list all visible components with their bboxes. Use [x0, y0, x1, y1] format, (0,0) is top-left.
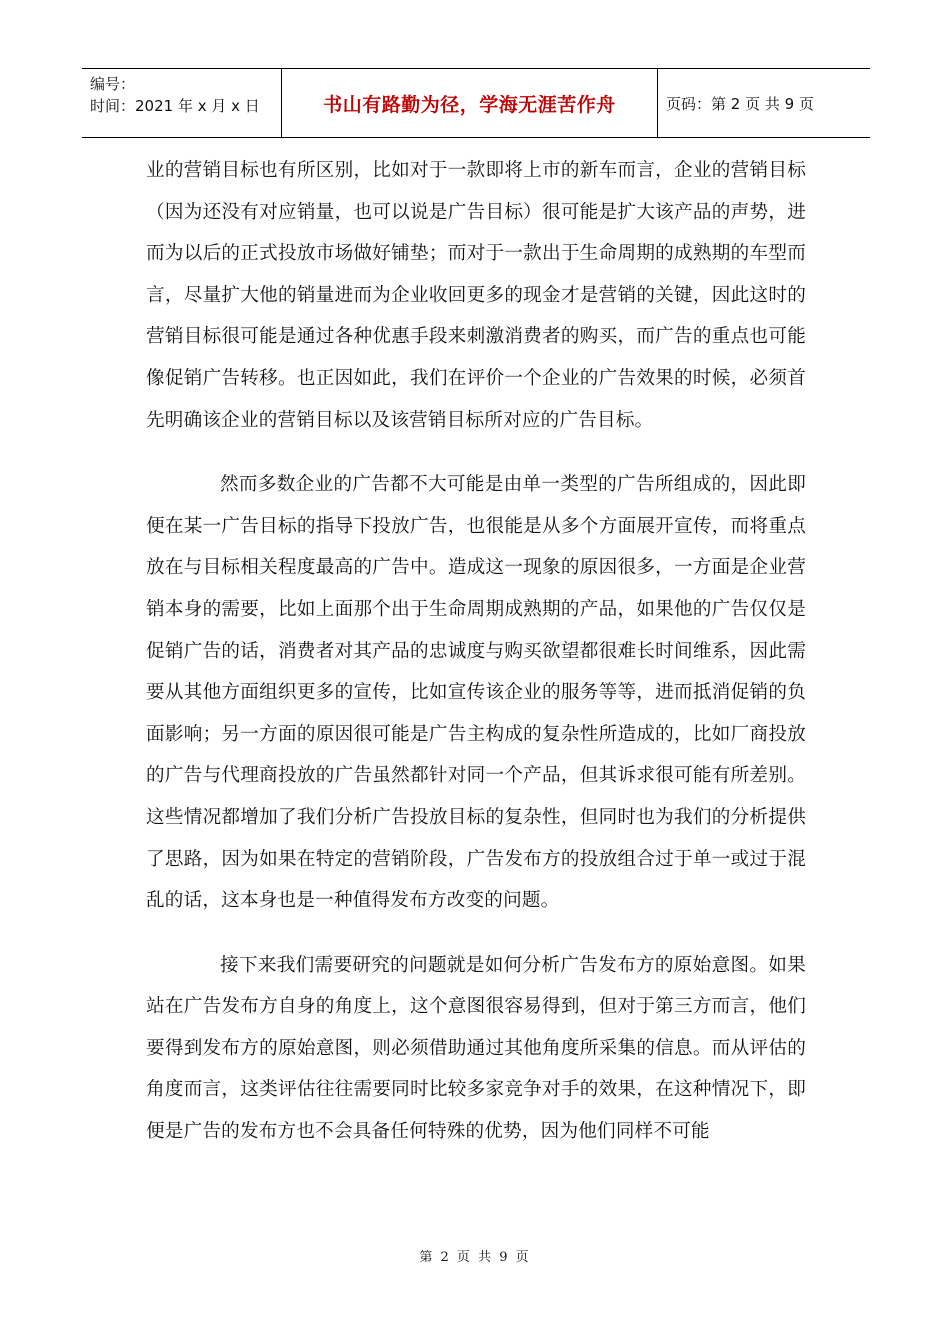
page-info: 页码：第 2 页 共 9 页 [666, 94, 814, 113]
header-meta [82, 69, 282, 137]
paragraph: 接下来我们需要研究的问题就是如何分析广告发布方的原始意图。如果站在广告发布方自身的角度上，这个意图很容易得到，但对于第三方而言，他们要得到发布方的原始意图，则必须借助通过其他角度所采集的信息。而从评估的角度而言，这类评估往往需要同时比较多家竞争对手的效果，在这种情况下，即便是广告的发布方也不会具备任何特殊的优势，因为他们同样不可能 [146, 954, 806, 1143]
paragraph: 然而多数企业的广告都不大可能是由单一类型的广告所组成的，因此即便在某一广告目标的指导下投放广告，也很能是从多个方面展开宣传，而将重点放在与目标相关程度最高的广告中。造成这一现象的原因很多，一方面是企业营销本身的需要，比如上面那个出于生命周期成熟期的产品，如果他的广告仅仅是促销广告的话，消费者对其产品的忠诚度与购买欲望都很难长时间维系，因此需要从其他方面组织更多的宣传，比如宣传该企业的服务等等，进而抵消促销的负面影响；另一方面的原因很可能是广告主构成的复杂性所造成的，比如厂商投放的广告与代理商投放的广告虽然都针对同一个产品，但其诉求很可能有所差别。这些情况都增加了我们分析广告投放目标的复杂性，但同时也为我们的分析提供了思路，因为如果在特定的营销阶段，广告发布方的投放组合过于单一或过于混乱的话，这本身也是一种值得发布方改变的问题。 [146, 474, 806, 912]
date-label: 时间：2021 年 x 月 x 日 [90, 97, 260, 115]
paragraph-continuation: 业的营销目标也有所区别，比如对于一款即将上市的新车而言，企业的营销目标（因为还没有对应销量，也可以说是广告目标）很可能是扩大该产品的声势，进而为以后的正式投放市场做好铺垫；而对于一款出于生命周期的成熟期的车型而言，尽量扩大他的销量进而为企业收回更多的现金才是营销的关键，因此这时的营销目标很可能是通过各种优惠手段来刺激消费者的购买，而广告的重点也可能像促销广告转移。也正因如此，我们在评价一个企业的广告效果的时候，必须首先明确该企业的营销目标以及该营销目标所对应的广告目标。 [146, 160, 806, 431]
page-footer: 第 2 页 共 9 页 [419, 1250, 531, 1265]
header-motto-cell [282, 69, 658, 137]
serial-number-label: 编号： [90, 75, 136, 93]
motto-text: 书山有路勤为径，学海无涯苦作舟 [323, 93, 616, 116]
document-body [146, 150, 806, 1176]
header-page-cell [658, 69, 870, 137]
document-header [82, 68, 870, 138]
